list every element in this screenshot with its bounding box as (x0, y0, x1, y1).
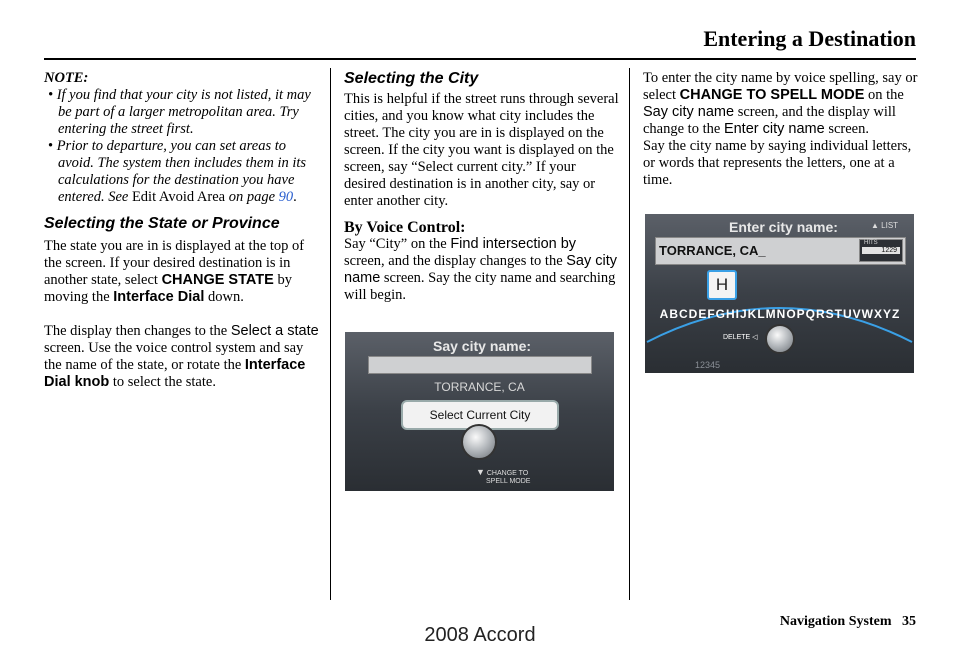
column-2 (344, 70, 620, 304)
select-current-city-button[interactable]: Select Current City (401, 400, 559, 430)
interface-dial-knob[interactable] (765, 324, 795, 354)
note-item: • Prior to departure, you can set areas to avoid. The system then includes them in its calculations for the destination you have entered. See Edit Avoid Area on page 90. (48, 138, 307, 205)
section-heading: Selecting the City (344, 70, 479, 87)
on-page-text: on page (228, 189, 276, 205)
letter-row[interactable]: ABCDEFGHIJKLMNOPQRSTUVWXYZ (659, 307, 901, 321)
say-city-name-screen (345, 332, 614, 491)
enter-city-name-screen (645, 214, 914, 373)
page-link[interactable]: 90 (278, 189, 294, 205)
note-list (44, 87, 320, 206)
note-text: If you find that your city is not listed, it may be part of a larger metropolitan area. Try entering the street first. (56, 87, 311, 137)
page-number: 35 (902, 614, 916, 629)
screen-title: Say city name: (433, 338, 532, 354)
note-text: Prior to departure, you can set areas to avoid. The system then includes them in its calculations for the destination you have entered. See (56, 138, 307, 205)
selected-letter-popup: H (707, 270, 737, 300)
hits-box: HITS 1229 (859, 239, 903, 262)
footer-model: 2008 Accord (424, 624, 536, 646)
paragraph: Say “City” on the Find intersection by screen, and the display changes to the Say city name screen. Say the city name and searching will begin. (344, 236, 618, 303)
page-title: Entering a Destination (703, 26, 916, 51)
current-city: TORRANCE, CA (434, 380, 525, 394)
screen-title: Enter city name: (729, 219, 838, 235)
footer-nav: Navigation System 35 (779, 614, 916, 629)
subheading: By Voice Control: (344, 219, 466, 236)
column-3 (643, 70, 919, 189)
note-item: • If you find that your city is not listed, it may be part of a larger metropolitan area. Try entering the street first. (48, 87, 311, 137)
column-divider (629, 68, 630, 600)
input-bar (368, 356, 592, 374)
note-label: NOTE: (44, 70, 89, 86)
paragraph: The display then changes to the Select a state screen. Use the voice control system and say the name of the state, or rotate the Interface Dial knob to select the state. (44, 323, 319, 390)
paragraph: This is helpful if the street runs through several cities, and you know what city includes the street. The city you are in is displayed on the screen. If the city you want is displayed on the screen, say “Select current city.” If your desired destination is in another city, say or enter another city. (344, 91, 619, 209)
interface-dial-knob[interactable] (461, 424, 497, 460)
section-heading: Selecting the State or Province (44, 215, 280, 232)
change-to-spell-mode[interactable]: ▼ CHANGE TO SPELL MODE (476, 467, 531, 485)
delete-button[interactable]: DELETE ◁ (723, 334, 758, 341)
column-1 (44, 70, 320, 391)
header-rule (44, 58, 916, 60)
paragraph: To enter the city name by voice spelling, say or select CHANGE TO SPELL MODE on the Say city name screen, and the display will change to the Enter city name screen. (643, 70, 918, 137)
paragraph: The state you are in is displayed at the top of the screen. If your desired destination is in another state, select CHANGE STATE by moving the Interface Dial down. (44, 238, 305, 305)
number-row: 12345 (695, 360, 721, 370)
edit-avoid-area-link[interactable]: Edit Avoid Area (131, 189, 226, 205)
list-button[interactable]: ▲ LIST (871, 221, 899, 230)
paragraph: Say the city name by saying individual letters, or words that represents the letters, one at a time. (643, 138, 912, 188)
city-entry: TORRANCE, CA_ (659, 243, 766, 258)
column-divider (330, 68, 331, 600)
